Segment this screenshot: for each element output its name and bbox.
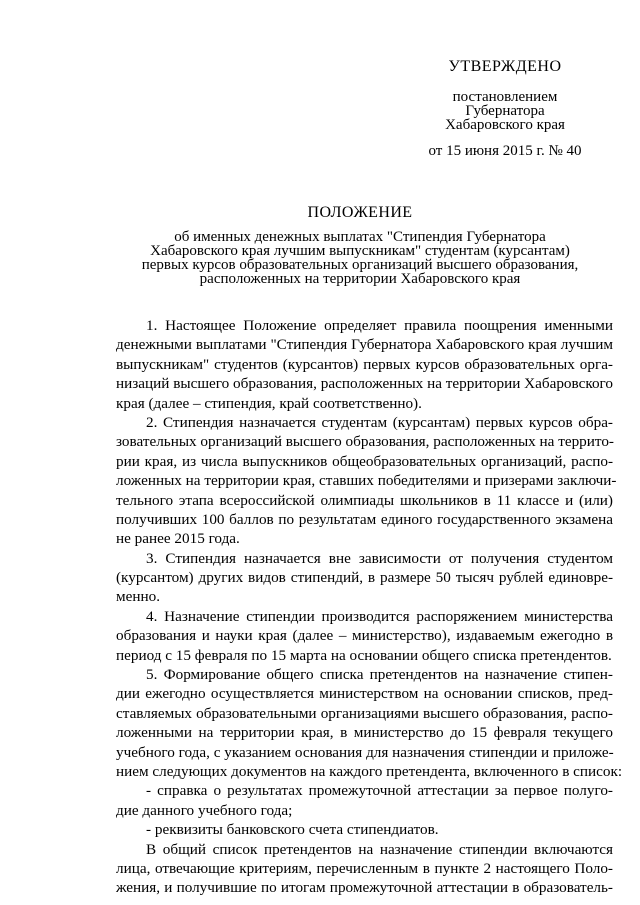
approval-line: постановлением [452,89,558,105]
approval-stamp [400,58,610,160]
approval-heading: УТВЕРЖДЕНО [448,58,562,75]
paragraph-1-line: выпускникам" студентов (курсантов) первых курсов образовательных орга- [116,355,613,373]
paragraph-5-line: 5. Формирование общего списка претендентов на назначение стипен- [146,666,613,684]
approval-line: Хабаровского края [445,117,565,133]
paragraph-2-line: тельного этапа всероссийской олимпиады школьников в 11 классе и (или) [116,491,613,509]
paragraph-5-line: дии ежегодно осуществляется министерством на основании списков, пред- [116,685,613,703]
document-subtitle-line: расположенных на территории Хабаровского края [199,271,521,287]
paragraph-5-line: нием следующих документов на каждого претендента, включенного в список: [116,762,623,780]
paragraph-1-line: 1. Настоящее Положение определяет правила поощрения именными [146,317,613,334]
paragraph-3-line: 3. Стипендия назначается вне зависимости от получения студентом [146,549,613,567]
approval-line: Губернатора [465,103,545,119]
paragraph-2-line: получивших 100 баллов по результатам единого государственного экзамена [116,510,613,528]
paragraph-2-line: ложенных на территории края, ставших победителями и призерами заключи- [116,472,617,490]
document-subtitle-line: об именных денежных выплатах "Стипендия Губернатора [174,229,546,245]
paragraph-1-line: края (далее – стипендия, край соответственно). [116,394,422,412]
list-item-line: - справка о результатах промежуточной аттестации за первое полуго- [146,782,613,800]
document-subtitle-line: Хабаровского края лучшим выпускникам" студентам (курсантам) [150,243,570,259]
paragraph-5-line: ложенными на территории края, в министерство до 15 февраля текущего [116,724,613,742]
paragraph-2-line: не ранее 2015 года. [116,530,240,548]
list-item-line: дие данного учебного года; [116,801,293,819]
paragraph-5-line: учебного года, с указанием основания для назначения стипендии и приложе- [116,743,614,761]
paragraph-5-line: ставляемых образовательными организациями высшего образования, распо- [116,704,613,722]
paragraph-6-line: жения, и получившие по итогам промежуточной аттестации в образователь- [116,879,613,897]
paragraph-1-line: низаций высшего образования, расположенных на территории Хабаровского [116,375,613,393]
paragraph-1-line: денежными выплатами "Стипендия Губернатора Хабаровского края лучшим [116,336,613,354]
paragraph-2-line: 2. Стипендия назначается студентам (курсантам) первых курсов обра- [146,413,613,431]
paragraph-3-line: (курсантом) других видов стипендий, в размере 50 тысяч рублей единовре- [116,569,613,587]
document-title: ПОЛОЖЕНИЕ [307,204,413,221]
approval-date: от 15 июня 2015 г. № 40 [428,143,582,159]
paragraph-2-line: зовательных организаций высшего образования, расположенных на террито- [116,433,614,451]
paragraph-2-line: рии края, из числа выпускников общеобразовательных организаций, распо- [116,452,613,470]
paragraph-6-line: лица, отвечающие критериям, перечисленным в пункте 2 настоящего Поло- [116,859,613,877]
paragraph-6-line: В общий список претендентов на назначение стипендии включаются [146,840,613,858]
paragraph-4-line: период с 15 февраля по 15 марта на основании общего списка претендентов. [116,646,612,664]
list-item-line: - реквизиты банковского счета стипендиатов. [146,821,439,839]
document-body [116,316,623,898]
paragraph-4-line: образования и науки края (далее – министерство), издаваемым ежегодно в [116,627,613,645]
paragraph-3-line: менно. [116,588,160,606]
document-title-block [100,204,620,286]
document-subtitle-line: первых курсов образовательных организаций высшего образования, [141,257,579,273]
paragraph-4-line: 4. Назначение стипендии производится распоряжением министерства [146,607,613,625]
